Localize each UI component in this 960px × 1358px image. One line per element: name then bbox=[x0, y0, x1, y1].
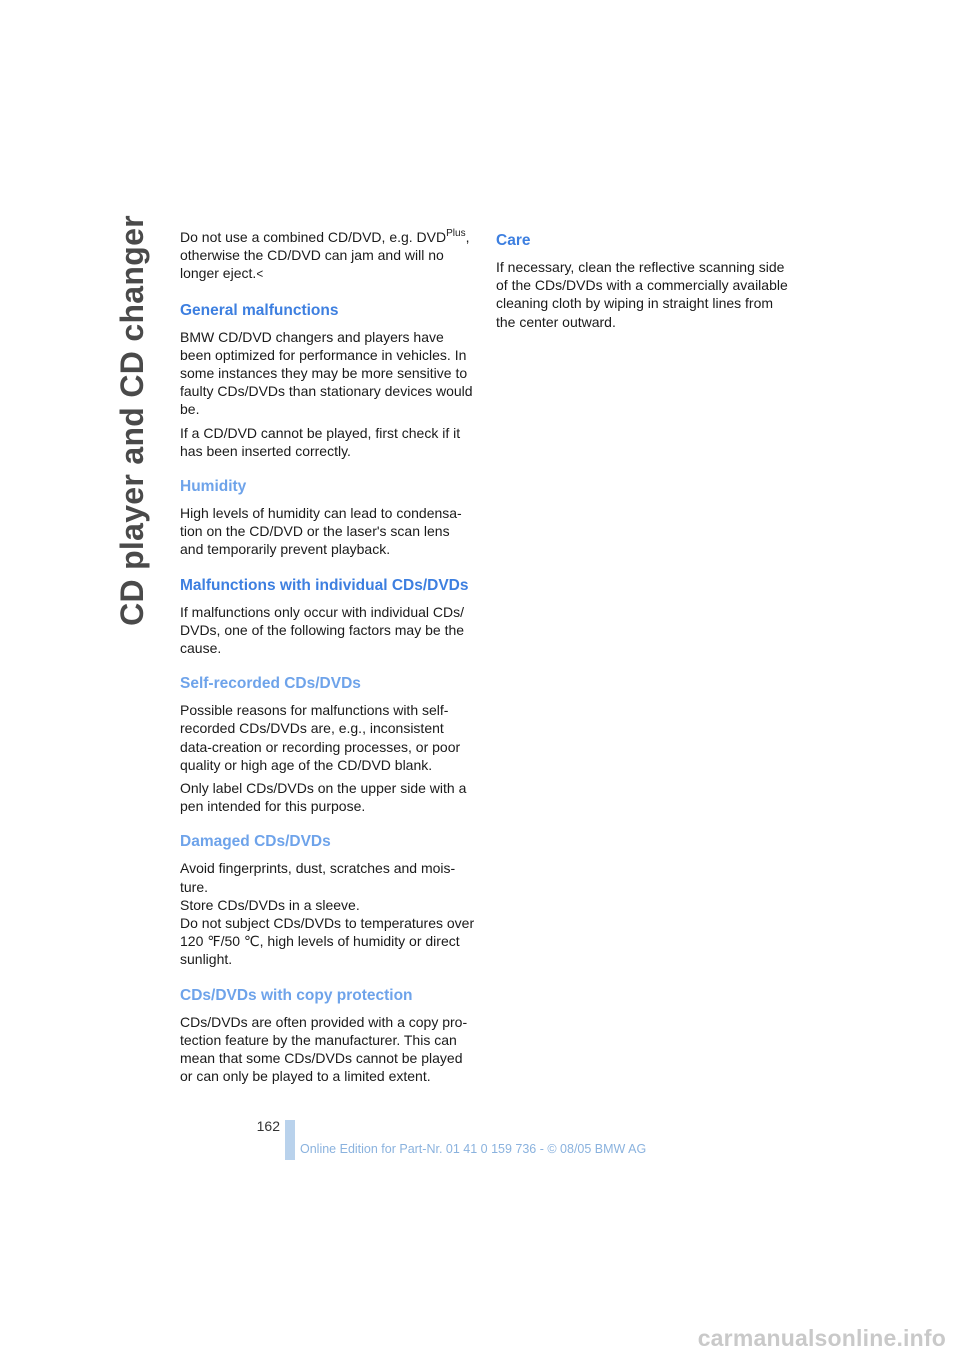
damaged-line-1: Avoid fingerprints, dust, scratches and mois-ture. bbox=[180, 860, 456, 895]
heading-general-malfunctions: General malfunctions bbox=[180, 301, 339, 319]
heading-humidity: Humidity bbox=[180, 478, 247, 496]
left-column bbox=[180, 228, 476, 1091]
intro-paragraph bbox=[180, 228, 476, 284]
side-chapter-title-text: CD player and CD changer bbox=[113, 214, 150, 626]
heading-care: Care bbox=[496, 232, 531, 249]
individual-paragraph: If malfunctions only occur with individual CDs/ DVDs, one of the following factors may be the cause. bbox=[180, 603, 465, 657]
watermark: carmanualsonline.info bbox=[697, 1325, 946, 1351]
intro-continuation: , otherwise the CD/DVD can jam and will no longer eject. bbox=[180, 229, 470, 282]
general-paragraph-2: If a CD/DVD cannot be played, first check if it has been inserted correctly. bbox=[180, 424, 461, 459]
general-paragraph-1: BMW CD/DVD changers and players have been optimized for performance in vehicles. In some instances they may be more sensitive to faulty CDs/DVDs than stationary devices would be. bbox=[180, 328, 473, 418]
heading-copy-protection: CDs/DVDs with copy protection bbox=[180, 986, 413, 1004]
heading-damaged: Damaged CDs/DVDs bbox=[180, 833, 331, 851]
self-recorded-paragraph-2: Only label CDs/DVDs on the upper side with a pen intended for this purpose. bbox=[180, 780, 467, 815]
care-paragraph: If necessary, clean the reflective scanning side of the CDs/DVDs with a commercially available cleaning cloth by wiping in straight lines from the center outward. bbox=[496, 259, 788, 330]
intro-text: Do not use a combined CD/DVD, e.g. DVD bbox=[180, 229, 447, 245]
footer-bar bbox=[285, 1120, 295, 1160]
heading-individual-malfunctions: Malfunctions with individual CDs/DVDs bbox=[180, 576, 469, 594]
copy-protection-paragraph: CDs/DVDs are often provided with a copy pro-tection feature by the manufacturer. This can mean that some CDs/DVDs cannot be played or can only be played to a limited extent. bbox=[180, 1013, 468, 1085]
damaged-line-3: Do not subject CDs/DVDs to temperatures over 120 ℉/50 ℃, high levels of humidity or direct sunlight. bbox=[180, 915, 475, 968]
self-recorded-paragraph-1: Possible reasons for malfunctions with self-recorded CDs/DVDs are, e.g., inconsistent data-creation or recording processes, or poor quality or high age of the CD/DVD blank. bbox=[180, 702, 461, 773]
side-chapter-title bbox=[112, 214, 152, 626]
footer-text: Online Edition for Part-Nr. 01 41 0 159 736 - © 08/05 BMW AG bbox=[300, 1142, 647, 1156]
damaged-line-2: Store CDs/DVDs in a sleeve. bbox=[180, 896, 360, 913]
end-mark: < bbox=[256, 266, 264, 282]
page-number: 162 bbox=[256, 1118, 280, 1134]
heading-self-recorded: Self-recorded CDs/DVDs bbox=[180, 675, 361, 693]
intro-superscript: Plus bbox=[446, 228, 466, 239]
humidity-paragraph: High levels of humidity can lead to condensa-tion on the CD/DVD or the laser's scan lens and temporarily prevent playback. bbox=[180, 505, 462, 558]
right-column bbox=[496, 228, 794, 336]
damaged-paragraph bbox=[180, 859, 476, 968]
